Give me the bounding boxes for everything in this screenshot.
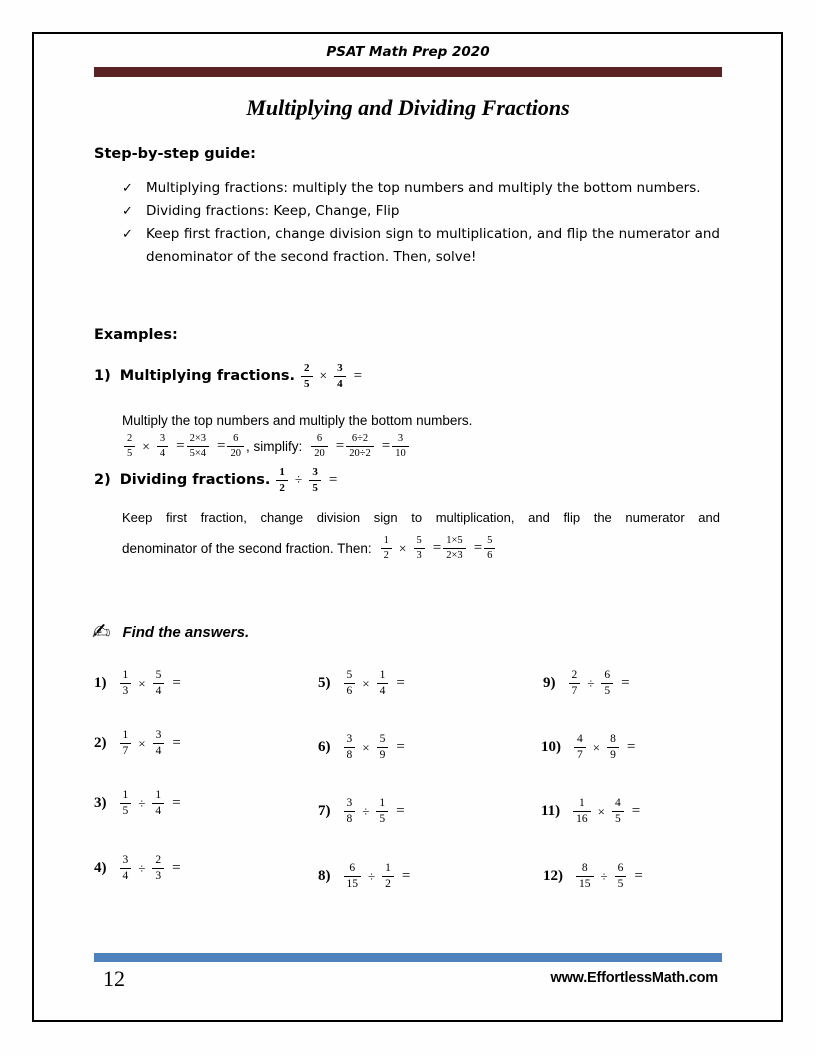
check-icon: ✓ — [122, 227, 133, 242]
fraction — [414, 535, 425, 562]
example-number: 2) — [94, 472, 111, 489]
fraction-denominator: 5 — [122, 805, 129, 818]
fraction-numerator: 6 — [615, 862, 627, 877]
fraction — [301, 362, 313, 390]
check-icon: ✓ — [122, 204, 133, 219]
fraction-denominator: 6 — [487, 550, 493, 562]
fraction-denominator: 4 — [337, 377, 343, 390]
problem-number: 6) — [318, 739, 331, 756]
fraction-numerator: 1 — [376, 797, 388, 812]
simplify-note: , simplify: — [245, 439, 303, 455]
fraction-denominator: 3 — [122, 685, 129, 698]
fraction — [120, 669, 132, 698]
problem-number: 12) — [543, 868, 563, 885]
fraction-numerator: 3 — [344, 733, 356, 748]
fraction — [157, 433, 168, 460]
equals-sign: = — [328, 471, 338, 488]
equals-sign: = — [631, 803, 641, 820]
fraction-denominator: 4 — [155, 805, 162, 818]
equals-sign: = — [353, 367, 363, 384]
fraction-numerator: 2 — [124, 433, 135, 447]
header-rule — [94, 67, 722, 77]
example-2-solution — [122, 535, 497, 562]
guide-bullet-text: Multiplying fractions: multiply the top numbers and multiply the bottom numbers. — [146, 180, 701, 196]
fraction-numerator: 1 — [120, 729, 132, 744]
fraction-denominator: 9 — [379, 749, 386, 762]
fraction-numerator: 3 — [344, 797, 356, 812]
fraction-denominator: 20 — [230, 448, 241, 460]
fraction-numerator: 6 — [344, 862, 362, 877]
divide-sign: ÷ — [138, 860, 146, 876]
fraction-numerator: 5 — [344, 669, 356, 684]
fraction-denominator: 2 — [385, 878, 391, 891]
guide-heading: Step-by-step guide: — [94, 146, 256, 162]
fraction-denominator: 3 — [155, 870, 162, 883]
fraction — [153, 669, 165, 698]
fraction-denominator: 20÷2 — [349, 448, 371, 460]
fraction-denominator: 3 — [416, 550, 422, 562]
example-2-hint-line1: Keep first fraction, change division sign to multiplication, and flip the numerator and — [122, 510, 720, 525]
fraction-numerator: 5 — [414, 535, 425, 549]
fraction-numerator: 5 — [377, 733, 389, 748]
equals-sign: = — [172, 735, 181, 752]
fraction — [443, 535, 465, 562]
fraction-numerator: 5 — [484, 535, 495, 549]
fraction — [276, 466, 288, 494]
equals-sign: = — [396, 739, 405, 756]
divide-sign: ÷ — [362, 803, 370, 819]
fraction-numerator: 1 — [152, 789, 164, 804]
fraction-denominator: 16 — [576, 813, 588, 826]
problem-number: 10) — [541, 739, 561, 756]
fraction — [344, 733, 356, 762]
fraction — [152, 789, 164, 818]
fraction-denominator: 15 — [346, 878, 358, 891]
fraction — [346, 433, 374, 460]
problem-6 — [318, 733, 405, 762]
problem-number: 11) — [541, 803, 561, 820]
fraction — [344, 797, 356, 826]
fraction-denominator: 5×4 — [189, 448, 207, 460]
fraction-denominator: 5 — [615, 813, 621, 826]
fraction — [382, 862, 394, 891]
fraction-numerator: 3 — [334, 362, 346, 377]
multiply-sign: × — [362, 739, 370, 755]
fraction-denominator: 4 — [159, 448, 166, 460]
fraction-numerator: 6 — [227, 433, 244, 447]
divide-sign: ÷ — [138, 795, 146, 811]
fraction-numerator: 2 — [569, 669, 581, 684]
book-title: PSAT Math Prep 2020 — [326, 44, 490, 60]
problem-12 — [543, 862, 643, 891]
fraction-denominator: 7 — [122, 745, 129, 758]
problem-1 — [94, 669, 181, 698]
problem-2 — [94, 729, 181, 758]
fraction-denominator: 5 — [127, 448, 133, 460]
example-1-solution — [122, 433, 411, 460]
fraction — [120, 854, 132, 883]
problem-3 — [94, 789, 181, 818]
fraction — [344, 669, 356, 698]
fraction-denominator: 5 — [617, 878, 624, 891]
guide-bullet-3 — [122, 223, 720, 269]
fraction-numerator: 4 — [612, 797, 624, 812]
guide-bullet-list — [122, 177, 720, 269]
fraction — [392, 433, 409, 460]
fraction — [152, 854, 164, 883]
fraction-numerator: 3 — [153, 729, 165, 744]
guide-bullet-1 — [122, 177, 720, 200]
equals-sign: = — [335, 438, 345, 455]
equals-sign: = — [634, 868, 643, 885]
fraction — [612, 797, 624, 826]
multiply-sign: × — [142, 438, 150, 454]
problem-number: 9) — [543, 675, 556, 692]
divide-sign: ÷ — [587, 675, 595, 691]
multiply-sign: × — [138, 735, 146, 751]
fraction — [576, 862, 594, 891]
problem-number: 4) — [94, 860, 107, 877]
fraction-numerator: 1 — [382, 862, 394, 877]
fraction-denominator: 4 — [122, 870, 129, 883]
example-1-statement — [94, 362, 362, 390]
fraction-denominator: 7 — [577, 749, 583, 762]
fraction-numerator: 3 — [157, 433, 168, 447]
equals-sign: = — [473, 540, 483, 557]
fraction-numerator: 8 — [607, 733, 619, 748]
fraction-denominator: 4 — [155, 685, 162, 698]
guide-bullet-2 — [122, 200, 720, 223]
fraction-numerator: 3 — [309, 466, 321, 481]
fraction — [311, 433, 328, 460]
website-link[interactable]: www.EffortlessMath.com — [550, 970, 718, 986]
problem-10 — [541, 733, 635, 762]
example-2-statement — [94, 466, 337, 494]
equals-sign: = — [401, 868, 411, 885]
fraction-numerator: 1 — [276, 466, 288, 481]
fraction — [334, 362, 346, 390]
example-2-hint-line2: denominator of the second fraction. Then: — [122, 541, 372, 557]
fraction-numerator: 2 — [152, 854, 164, 869]
example-title: Dividing fractions. — [119, 472, 271, 489]
fraction-numerator: 1 — [381, 535, 392, 549]
fraction-numerator: 8 — [576, 862, 594, 877]
fraction-denominator: 9 — [610, 749, 616, 762]
fraction-denominator: 20 — [314, 448, 325, 460]
fraction-denominator: 8 — [346, 749, 353, 762]
fraction — [573, 797, 591, 826]
fraction-denominator: 5 — [379, 813, 386, 826]
examples-heading: Examples: — [94, 327, 178, 343]
equals-sign: = — [626, 739, 636, 756]
fraction-numerator: 1 — [120, 669, 132, 684]
equals-sign: = — [172, 795, 181, 812]
guide-bullet-text: Dividing fractions: Keep, Change, Flip — [146, 203, 400, 219]
equals-sign: = — [176, 438, 185, 455]
fraction-numerator: 4 — [574, 733, 586, 748]
fraction — [607, 733, 619, 762]
fraction-numerator: 1 — [573, 797, 591, 812]
fraction — [377, 733, 389, 762]
problem-number: 7) — [318, 803, 331, 820]
equals-sign: = — [172, 860, 181, 877]
equals-sign: = — [432, 540, 442, 557]
problem-7 — [318, 797, 405, 826]
equals-sign: = — [396, 803, 405, 820]
fraction — [484, 535, 495, 562]
problem-number: 2) — [94, 735, 107, 752]
multiply-sign: × — [319, 368, 328, 384]
fraction — [344, 862, 362, 891]
problem-9 — [543, 669, 630, 698]
fraction-denominator: 6 — [346, 685, 353, 698]
multiply-sign: × — [362, 675, 370, 691]
exercise-heading-row — [92, 620, 249, 645]
problem-number: 3) — [94, 795, 107, 812]
equals-sign: = — [172, 675, 181, 692]
writing-hand-icon: ✍ — [92, 620, 111, 645]
fraction — [309, 466, 321, 494]
exercise-heading: Find the answers. — [122, 624, 250, 641]
problem-8 — [318, 862, 410, 891]
example-number: 1) — [94, 368, 111, 385]
fraction-numerator: 2 — [301, 362, 313, 377]
example-title: Multiplying fractions. — [119, 368, 296, 385]
fraction — [376, 797, 388, 826]
fraction-numerator: 5 — [153, 669, 165, 684]
fraction — [227, 433, 244, 460]
equals-sign: = — [396, 675, 405, 692]
fraction-denominator: 2×3 — [446, 550, 463, 562]
fraction-denominator: 2 — [383, 550, 389, 562]
multiply-sign: × — [398, 540, 407, 556]
fraction — [124, 433, 135, 460]
fraction-denominator: 5 — [604, 685, 611, 698]
problem-number: 8) — [318, 868, 331, 885]
problem-number: 1) — [94, 675, 107, 692]
fraction — [569, 669, 581, 698]
multiply-sign: × — [592, 739, 601, 755]
fraction-denominator: 2 — [279, 481, 285, 494]
divide-sign: ÷ — [368, 868, 376, 884]
problem-number: 5) — [318, 675, 331, 692]
page-title: Multiplying and Dividing Fractions — [246, 95, 570, 120]
fraction-numerator: 6 — [601, 669, 613, 684]
fraction — [615, 862, 627, 891]
equals-sign: = — [217, 438, 226, 455]
fraction-denominator: 4 — [155, 745, 162, 758]
fraction — [120, 729, 132, 758]
guide-bullet-text: Keep first fraction, change division sign to multiplication, and flip the numerator and denominator of the second fraction. Then, solve! — [146, 226, 720, 265]
fraction — [187, 433, 209, 460]
fraction-denominator: 7 — [571, 685, 578, 698]
fraction — [120, 789, 132, 818]
fraction-denominator: 15 — [579, 878, 591, 891]
example-1-hint: Multiply the top numbers and multiply the bottom numbers. — [122, 413, 473, 428]
fraction-numerator: 6÷2 — [346, 433, 374, 447]
page-number: 12 — [103, 966, 125, 991]
fraction — [381, 535, 392, 562]
fraction-denominator: 5 — [312, 481, 318, 494]
equals-sign: = — [381, 438, 391, 455]
problem-11 — [541, 797, 640, 826]
fraction-numerator: 6 — [311, 433, 328, 447]
multiply-sign: × — [138, 675, 146, 691]
fraction-numerator: 1 — [377, 669, 389, 684]
fraction-denominator: 10 — [395, 448, 406, 460]
divide-sign: ÷ — [600, 868, 608, 884]
fraction-denominator: 8 — [346, 813, 353, 826]
fraction-numerator: 1×5 — [443, 535, 465, 549]
check-icon: ✓ — [122, 181, 133, 196]
equals-sign: = — [621, 675, 630, 692]
fraction — [377, 669, 389, 698]
multiply-sign: × — [597, 803, 606, 819]
fraction — [601, 669, 613, 698]
fraction — [153, 729, 165, 758]
problem-4 — [94, 854, 181, 883]
fraction-numerator: 3 — [120, 854, 132, 869]
footer-rule — [94, 953, 722, 962]
fraction-numerator: 2×3 — [187, 433, 209, 447]
fraction-denominator: 5 — [304, 377, 310, 390]
fraction-denominator: 4 — [379, 685, 386, 698]
divide-sign: ÷ — [294, 472, 303, 488]
fraction-numerator: 1 — [120, 789, 132, 804]
fraction-numerator: 3 — [392, 433, 409, 447]
fraction — [574, 733, 586, 762]
problem-5 — [318, 669, 405, 698]
